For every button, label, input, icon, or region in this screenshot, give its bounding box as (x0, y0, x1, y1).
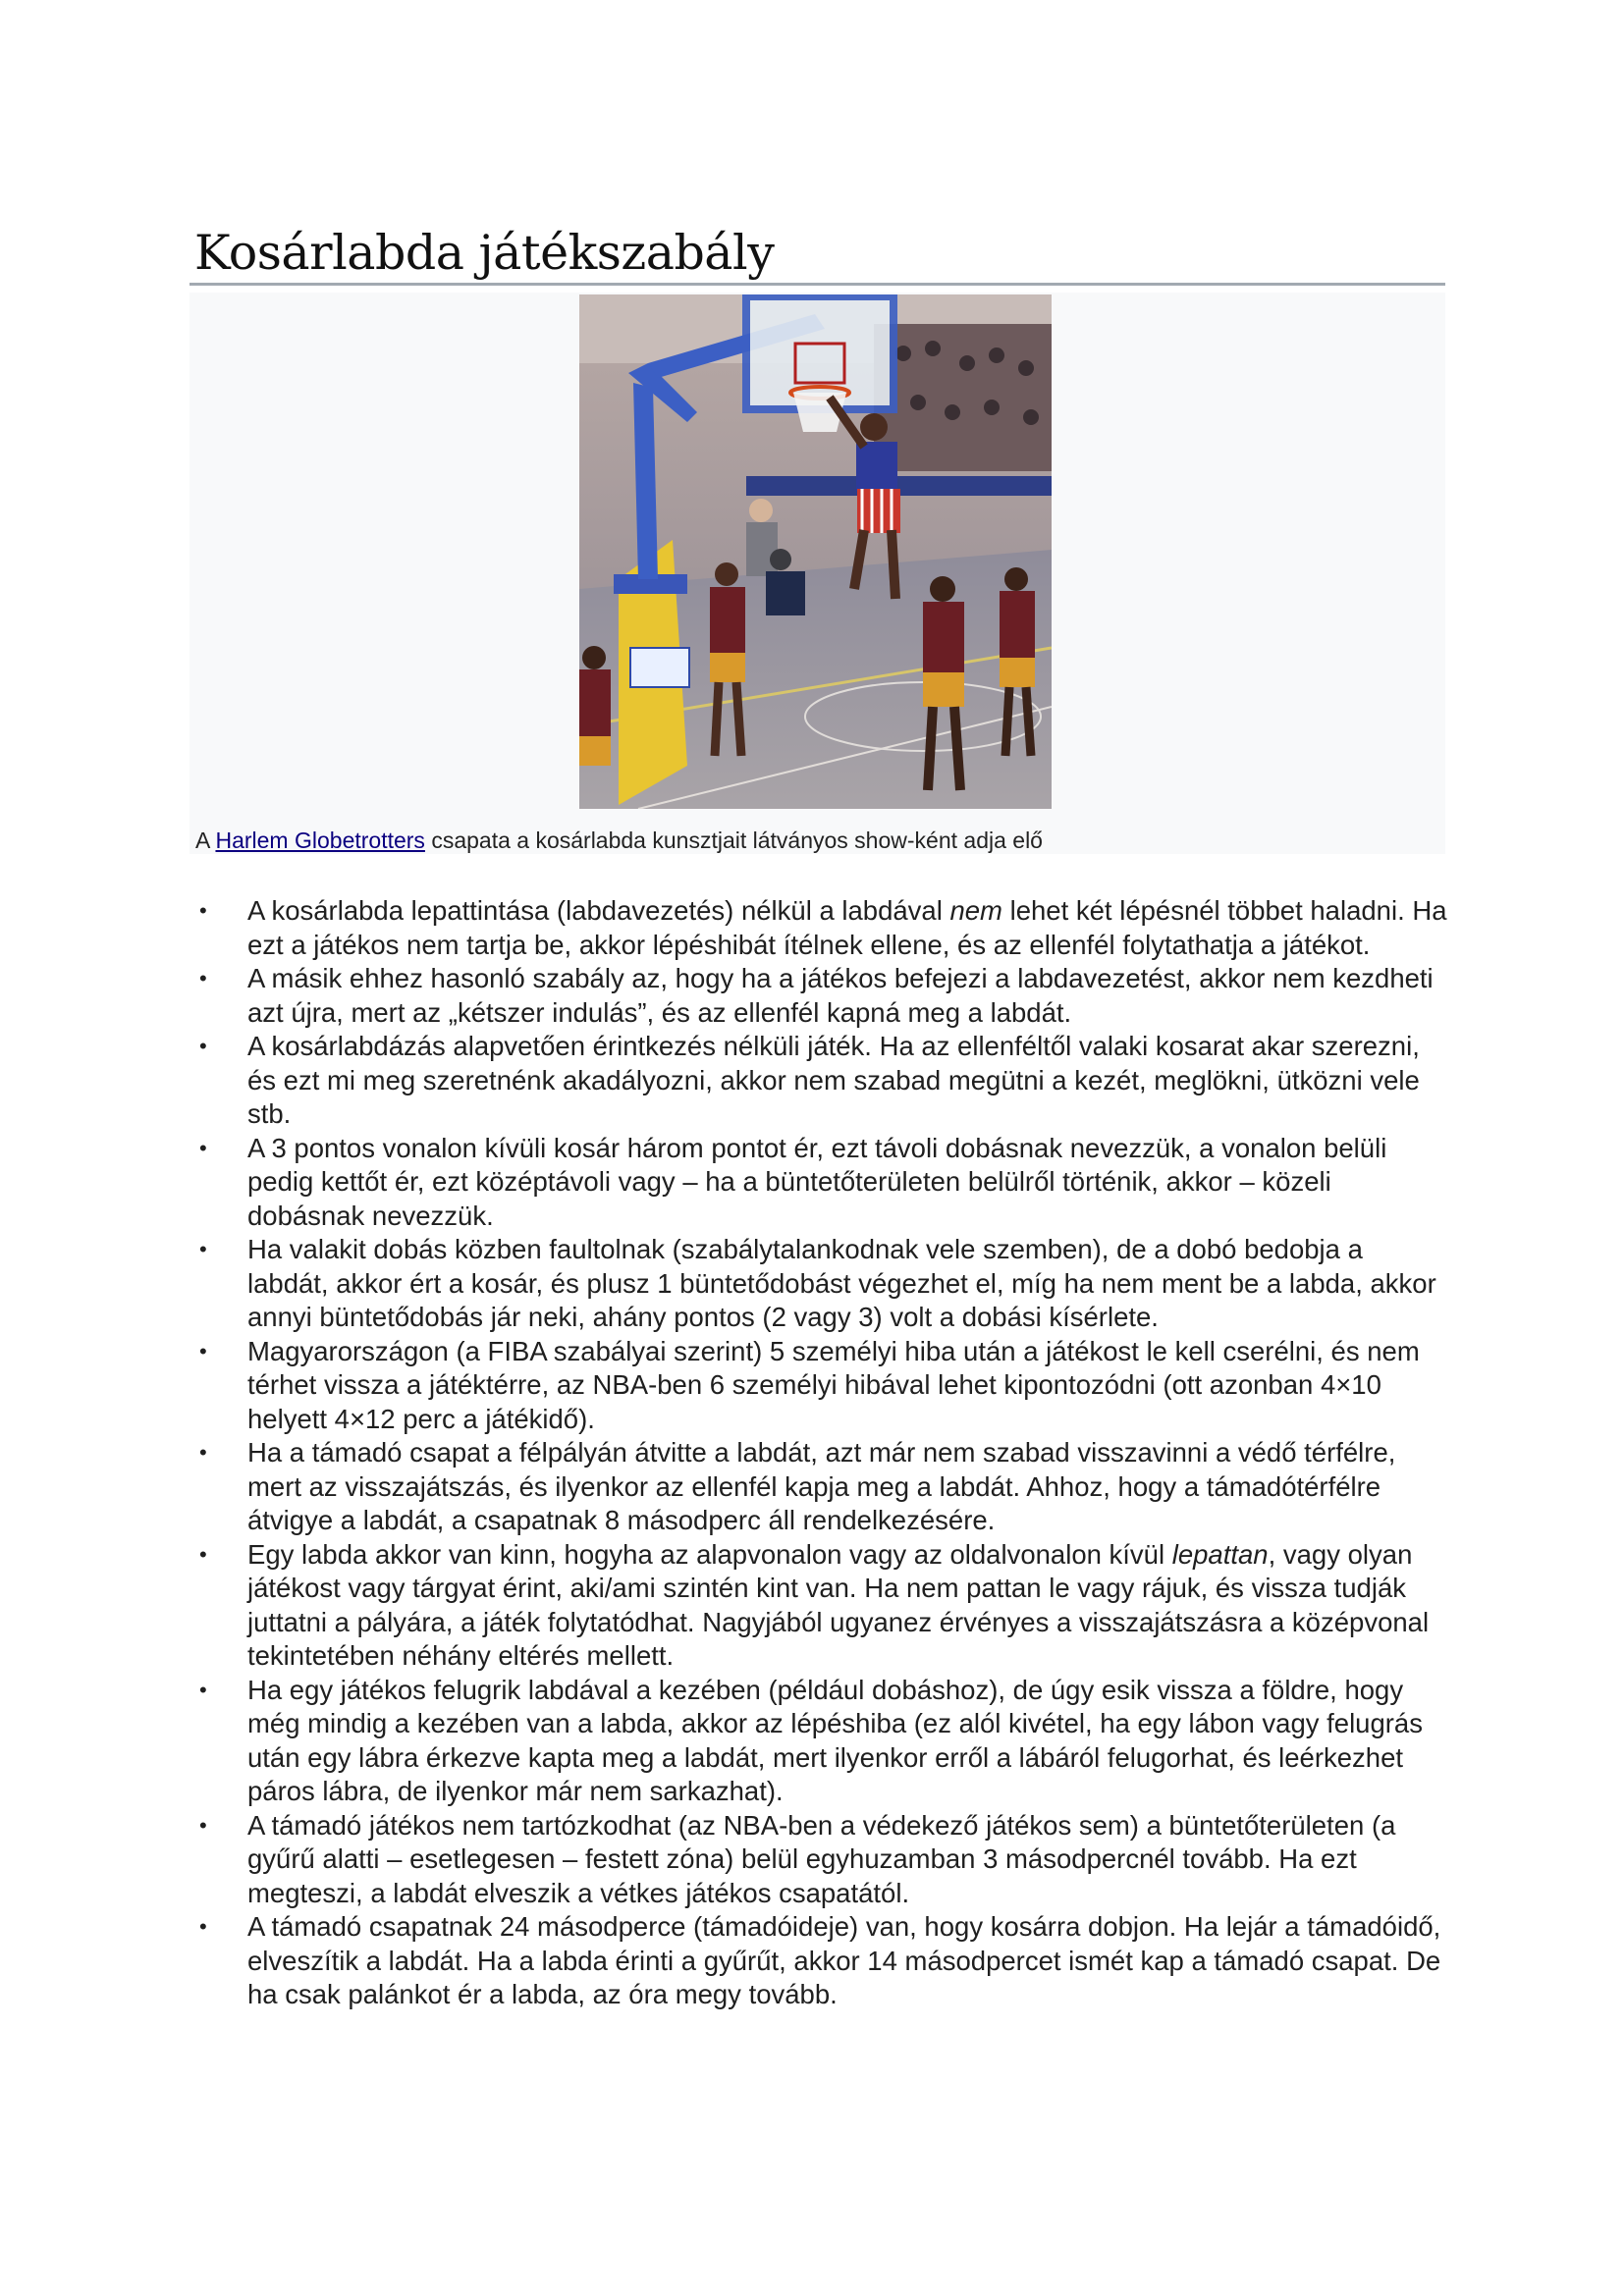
rule-text-continued: lehet két lépésnél többet haladni. Ha ezt a játékos nem tartja be, akkor lépéshibát ítélnek ellene, és az ellenfél folytathatja a játékot. (247, 895, 1447, 960)
rule-text: A kosárlabdázás alapvetően érintkezés nélküli játék. Ha az ellenféltől valaki kosarat akar szerezni, és ezt mi meg szeretnénk akadályozni, akkor nem szabad megütni a kezét, meglökni, ütközni vele stb. (247, 1031, 1420, 1129)
rule-text: A másik ehhez hasonló szabály az, hogy ha a játékos befejezi a labdavezetést, akkor nem kezdheti azt újra, mert az „kétszer indulás”, és az ellenfél kapná meg a labdát. (247, 963, 1434, 1028)
bullet-icon: • (199, 1135, 207, 1160)
figure (189, 293, 1445, 854)
rule-text: Ha valakit dobás közben faultolnak (szabálytalankodnak vele szemben), de a dobó bedobja a labdát, akkor ért a kosár, és plusz 1 büntetődobást végezhet el, míg ha nem ment be a labda, akkor annyi büntetődobás jár neki, ahány pontos (2 vagy 3) volt a dobási kísérlete. (247, 1234, 1436, 1332)
list-item (194, 894, 1451, 962)
harlem-globetrotters-link[interactable]: Harlem Globetrotters (215, 828, 425, 853)
list-item (194, 1538, 1451, 1674)
caption-prefix: A (195, 828, 216, 853)
caption-suffix: csapata a kosárlabda kunsztjait látványos show-ként adja elő (424, 828, 1043, 853)
rule-emphasis: lepattan (1171, 1538, 1269, 1570)
rules-list (194, 894, 1451, 2012)
list-item (194, 1436, 1451, 1538)
rule-text: A támadó csapatnak 24 másodperce (támadóideje) van, hogy kosárra dobjon. Ha lejár a támadóidő, elveszítik a labdát. Ha a labda érinti a gyűrűt, akkor 14 másodpercet ismét kap a támadó csapat. De ha csak palánkot ér a labda, az óra megy tovább. (247, 1911, 1441, 2009)
list-item (194, 1233, 1451, 1335)
bullet-icon: • (199, 898, 207, 923)
figure-caption (195, 827, 1043, 854)
bullet-icon: • (199, 1812, 207, 1838)
list-item (194, 1030, 1451, 1132)
rule-text: Ha egy játékos felugrik labdával a kezében (például dobáshoz), de úgy esik vissza a földre, hogy még mindig a kezében van a labda, akkor az lépéshiba (ez alól kivétel, ha egy lábon vagy felugrás után egy lábra érkezve kapta meg a labdát, mert ilyenkor erről a lábáról felugorhat, és leérkezhet páros lábra, de ilyenkor már nem sarkazhat). (247, 1674, 1423, 1806)
bullet-icon: • (199, 1237, 207, 1261)
basketball-dunk-photo (579, 294, 1052, 809)
title-divider (189, 283, 1445, 286)
rule-emphasis: nem (949, 895, 1002, 926)
list-item (194, 1910, 1451, 2012)
bullet-icon: • (199, 1338, 207, 1363)
rule-text: A 3 pontos vonalon kívüli kosár három pontot ér, ezt távoli dobásnak nevezzük, a vonalon belüli pedig kettőt ér, ezt középtávoli vagy – ha a büntetőterületen belülről történik, akkor – közeli dobásnak nevezzük. (247, 1132, 1387, 1231)
page-title: Kosárlabda játékszabály (194, 225, 775, 281)
bullet-icon: • (199, 1440, 207, 1465)
rule-text: Magyarországon (a FIBA szabályai szerint) 5 személyi hiba után a játékost le kell cserélni, és nem térhet vissza a játéktérre, az NBA-ben 6 személyi hibával lehet kipontozódni (ott azonban 4×10 helyett 4×12 perc a játékidő). (247, 1335, 1420, 1434)
bullet-icon: • (199, 1541, 207, 1567)
list-item (194, 1132, 1451, 1234)
rule-text: A támadó játékos nem tartózkodhat (az NBA-ben a védekező játékos sem) a büntetőterületen (a gyűrű alatti – esetlegesen – festett zóna) belül egyhuzamban 3 másodpercnél tovább. Ha ezt megteszi, a labdát elveszik a vétkes játékos csapatától. (247, 1809, 1396, 1908)
rule-text: Egy labda akkor van kinn, hogyha az alapvonalon vagy az oldalvonalon kívül (247, 1538, 1172, 1570)
list-item (194, 1809, 1451, 1911)
bullet-icon: • (199, 1034, 207, 1058)
bullet-icon: • (199, 966, 207, 990)
bullet-icon: • (199, 1677, 207, 1702)
bullet-icon: • (199, 1914, 207, 1939)
rule-text-continued: , vagy olyan játékost vagy tárgyat érint, aki/ami szintén kint van. Ha nem pattan le vagy rájuk, és vissza tudják juttatni a pályára, a játék folytatódhat. Nagyjából ugyanez érvényes a visszajátszásra a középvonal tekintetében néhány eltérés mellett. (247, 1538, 1430, 1671)
list-item (194, 1335, 1451, 1437)
rule-text: A kosárlabda lepattintása (labdavezetés) nélkül a labdával (247, 895, 950, 926)
list-item (194, 1674, 1451, 1809)
rule-text: Ha a támadó csapat a félpályán átvitte a labdát, azt már nem szabad visszavinni a védő térfélre, mert az visszajátszás, és ilyenkor az ellenfél kapja meg a labdát. Ahhoz, hogy a támadótérfélre átvigye a labdát, a csapatnak 8 másodperc áll rendelkezésére. (247, 1437, 1396, 1535)
list-item (194, 962, 1451, 1030)
